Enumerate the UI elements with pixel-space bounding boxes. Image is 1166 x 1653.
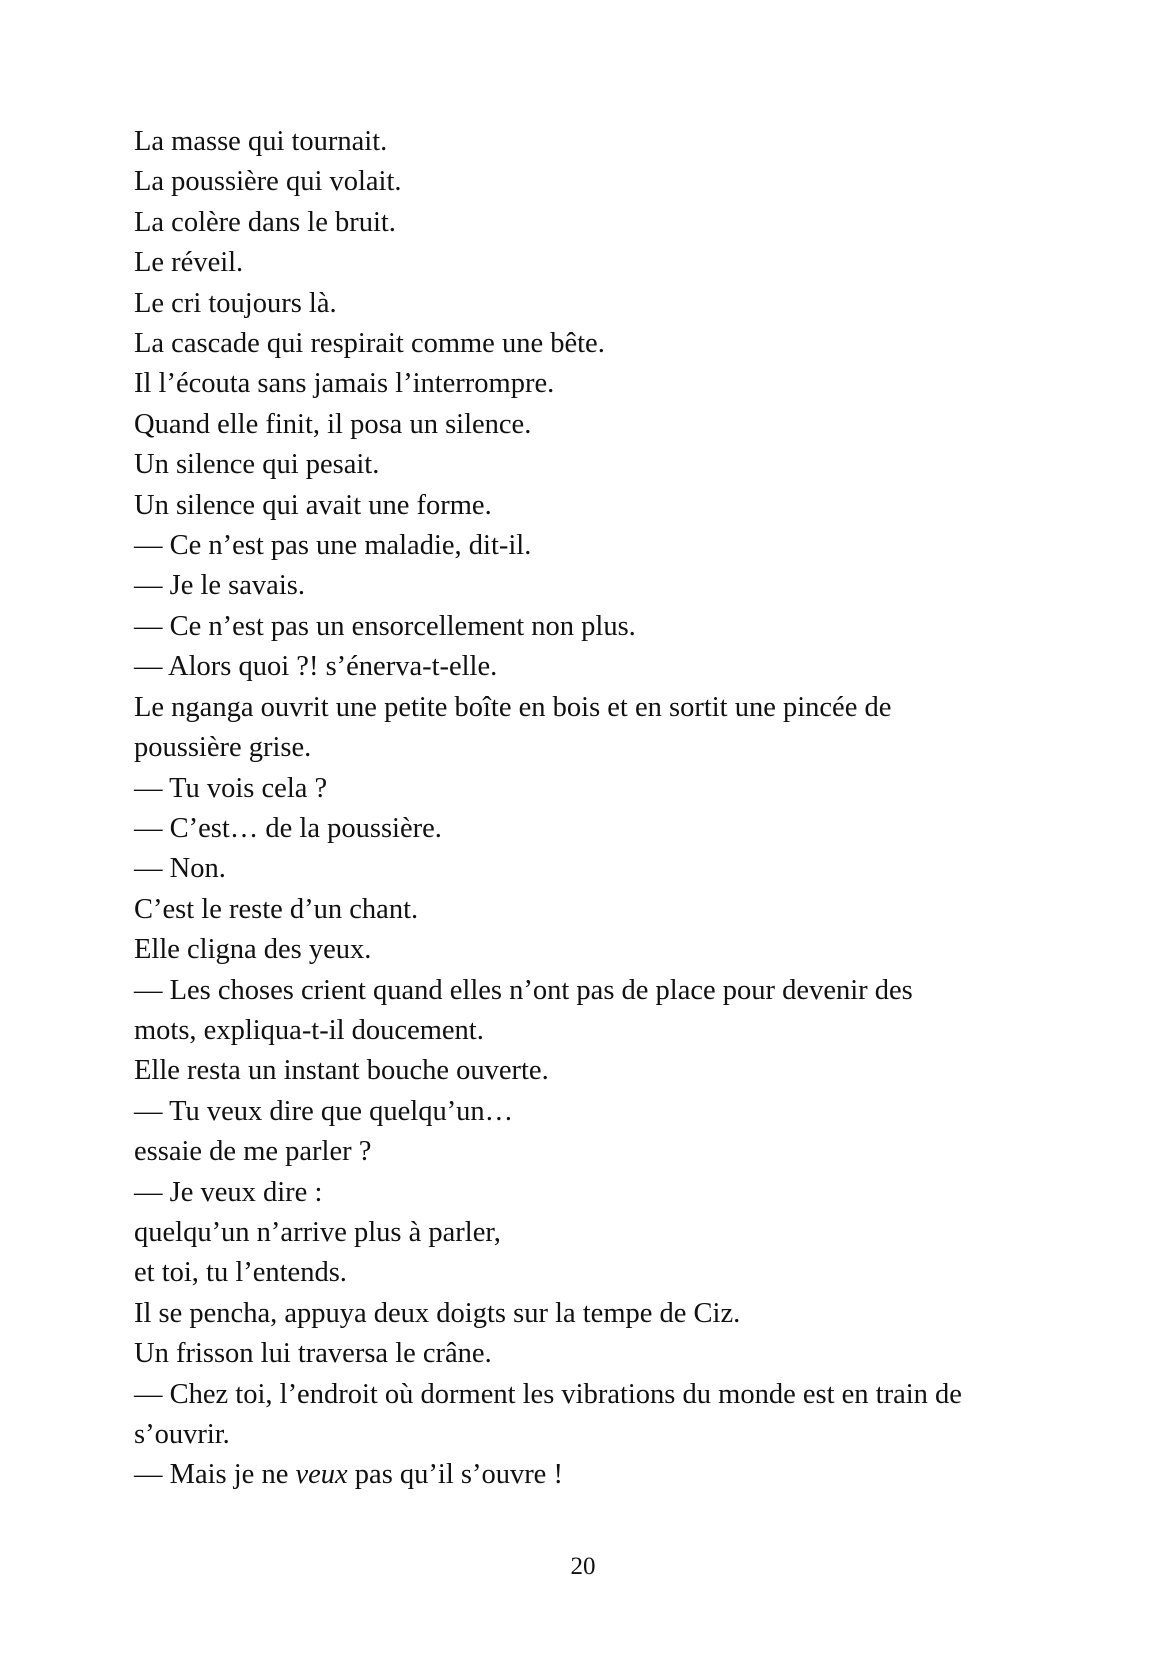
text-line: Elle resta un instant bouche ouverte. [134, 1055, 549, 1087]
text-line: Un frisson lui traversa le crâne. [134, 1338, 492, 1370]
text-line: C’est le reste d’un chant. [134, 893, 419, 925]
text-line: s’ouvrir. [134, 1419, 230, 1450]
text-line: Il l’écouta sans jamais l’interrompre. [134, 368, 555, 400]
text-line: essaie de me parler ? [134, 1136, 372, 1168]
body-text [134, 122, 1034, 1496]
text-line: quelqu’un n’arrive plus à parler, [134, 1216, 501, 1248]
text-line: Le cri toujours là. [134, 287, 337, 319]
dialogue-line: — Alors quoi ?! s’énerva-t-elle. [134, 651, 498, 683]
dialogue-line: — Tu veux dire que quelqu’un… [134, 1095, 514, 1127]
text-line: Il se pencha, appuya deux doigts sur la tempe de Ciz. [134, 1297, 741, 1329]
dialogue-line: — Chez toi, l’endroit où dorment les vibrations du monde est en train de [134, 1378, 962, 1410]
text-line: Un silence qui avait une forme. [134, 489, 492, 521]
dialogue-line: — Je veux dire : [134, 1176, 323, 1208]
dialogue-line: — Ce n’est pas une maladie, dit-il. [134, 530, 532, 562]
text-line: Le nganga ouvrit une petite boîte en bois et en sortit une pincée de [134, 691, 892, 723]
page-number: 20 [570, 1553, 596, 1580]
dialogue-line: — Non. [134, 853, 226, 885]
dialogue-line: — Les choses crient quand elles n’ont pas de place pour devenir des [134, 974, 913, 1006]
text-line: La colère dans le bruit. [134, 206, 396, 238]
text-line: La masse qui tournait. [134, 126, 388, 157]
text-line: Quand elle finit, il posa un silence. [134, 408, 532, 440]
text-segment: pas qu’il s’ouvre ! [347, 1459, 563, 1491]
text-line: Elle cligna des yeux. [134, 934, 372, 966]
dialogue-line: — Je le savais. [134, 570, 305, 602]
italic-emphasis: veux [295, 1459, 348, 1491]
text-line: La poussière qui volait. [134, 166, 402, 198]
text-line: La cascade qui respirait comme une bête. [134, 328, 605, 360]
dialogue-line: — C’est… de la poussière. [134, 812, 442, 844]
text-line: Le réveil. [134, 247, 244, 279]
text-line: poussière grise. [134, 732, 312, 764]
text-line: et toi, tu l’entends. [134, 1257, 347, 1289]
text-line: Un silence qui pesait. [134, 449, 380, 481]
text-segment: — Mais je ne [134, 1459, 296, 1491]
dialogue-line: — Ce n’est pas un ensorcellement non plus. [134, 610, 636, 642]
dialogue-line-last [134, 1455, 1034, 1495]
dialogue-line: — Tu vois cela ? [134, 772, 328, 804]
text-line: mots, expliqua-t-il doucement. [134, 1014, 484, 1046]
